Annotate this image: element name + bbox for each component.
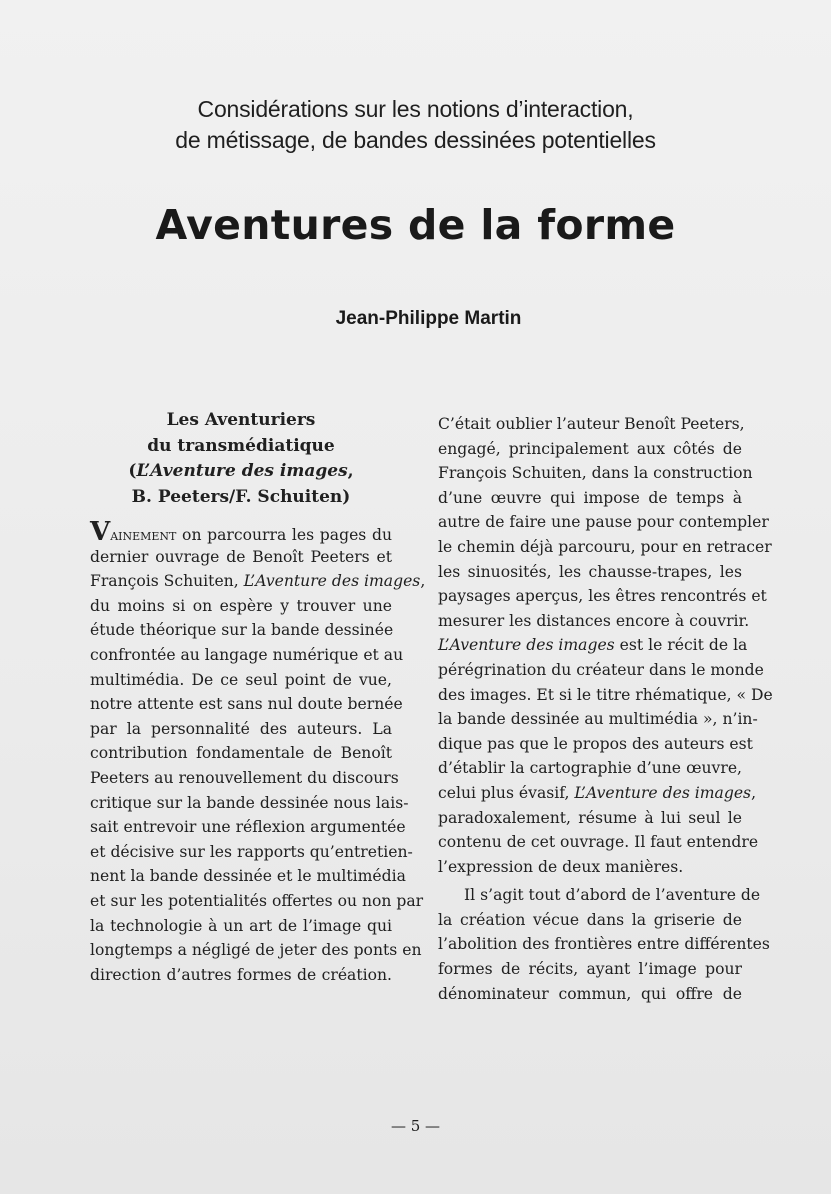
body-line: dernier ouvrage de Benoît Peeters et — [90, 547, 392, 566]
body-line: des images. Et si le titre rhématique, « De — [438, 685, 773, 704]
right-column — [438, 412, 773, 1006]
drop-cap: V — [90, 517, 111, 547]
body-line: la technologie à un art de l’image qui — [90, 916, 392, 935]
body-line: le chemin déjà parcouru, pour en retracer — [438, 537, 772, 556]
body-line: étude théorique sur la bande dessinée — [90, 621, 394, 640]
body-line: l’abolition des frontières entre différentes — [438, 935, 770, 954]
body-line: la création vécue dans la griserie de — [438, 910, 742, 929]
supertitle-line: de métissage, de bandes dessinées potentielles — [175, 127, 656, 153]
first-line-text: on parcourra les pages du — [176, 526, 392, 544]
body-line: d’une œuvre qui impose de temps à — [438, 488, 742, 507]
body-line: d’établir la cartographie d’une œuvre, — [438, 759, 742, 778]
body-line: paradoxalement, résume à lui seul le — [438, 808, 742, 827]
body-line: engagé, principalement aux côtés de — [438, 439, 742, 458]
body-line: par la personnalité des auteurs. La — [90, 719, 392, 738]
body-line: Peeters au renouvellement du discours — [90, 768, 399, 787]
small-caps-word: ainement — [110, 526, 177, 544]
supertitle — [0, 94, 831, 156]
body-line: du moins si on espère y trouver une — [90, 596, 392, 615]
body-line: mesurer les distances encore à couvrir. — [438, 611, 750, 630]
body-line: dénominateur commun, qui offre de — [438, 984, 742, 1003]
body-line: direction d’autres formes de création. — [90, 965, 392, 984]
body-line: autre de faire une pause pour contempler — [438, 513, 769, 532]
body-line: et décisive sur les rapports qu’entretien- — [90, 842, 413, 861]
body-line: contribution fondamentale de Benoît — [90, 744, 392, 763]
section-heading — [90, 408, 392, 510]
body-line: critique sur la bande dessinée nous lais- — [90, 793, 409, 812]
body-line: L’Aventure des images est le récit de la — [438, 636, 748, 655]
body-line: sait entrevoir une réflexion argumentée — [90, 818, 406, 837]
body-line: confrontée au langage numérique et au — [90, 645, 404, 664]
body-line: François Schuiten, L’Aventure des images, — [90, 572, 426, 591]
section-heading-line: du transmédiatique — [147, 435, 335, 456]
page-number: — 5 — — [390, 1117, 441, 1135]
body-line: notre attente est sans nul doute bernée — [90, 695, 403, 714]
section-heading-line: B. Peeters/F. Schuiten) — [131, 486, 351, 507]
supertitle-line: Considérations sur les notions d’interaction, — [197, 96, 634, 122]
body-line: Il s’agit tout d’abord de l’aventure de — [464, 886, 761, 905]
right-paragraph-1 — [438, 412, 773, 879]
body-line: paysages aperçus, les êtres rencontrés et — [438, 587, 767, 606]
author-name: Jean-Philippe Martin — [335, 308, 522, 329]
body-line: pérégrination du créateur dans le monde — [438, 660, 764, 679]
body-line: multimédia. De ce seul point de vue, — [90, 670, 392, 689]
body-line-first — [90, 517, 392, 547]
left-column — [90, 408, 426, 987]
body-line: et sur les potentialités offertes ou non par — [90, 891, 424, 910]
body-line: la bande dessinée au multimédia », n’in- — [438, 710, 758, 729]
body-line: C’était oublier l’auteur Benoît Peeters, — [438, 415, 745, 433]
body-line: les sinuosités, les chausse-trapes, les — [438, 562, 742, 581]
body-line: nent la bande dessinée et le multimédia — [90, 867, 406, 886]
body-line: celui plus évasif, L’Aventure des images, — [438, 783, 757, 802]
right-paragraph-2 — [438, 883, 770, 1006]
body-line: longtemps a négligé de jeter des ponts en — [90, 941, 422, 960]
body-line: dique pas que le propos des auteurs est — [438, 734, 753, 753]
body-line: contenu de cet ouvrage. Il faut entendre — [438, 833, 759, 852]
left-body-lines — [90, 545, 426, 988]
body-line: l’expression de deux manières. — [438, 857, 684, 876]
section-heading-line: Les Aventuriers — [166, 410, 316, 430]
section-heading-line: (L’Aventure des images, — [128, 461, 354, 481]
body-line: formes de récits, ayant l’image pour — [438, 960, 742, 979]
article-title: Aventures de la forme — [155, 201, 676, 249]
body-line: François Schuiten, dans la construction — [438, 464, 753, 483]
